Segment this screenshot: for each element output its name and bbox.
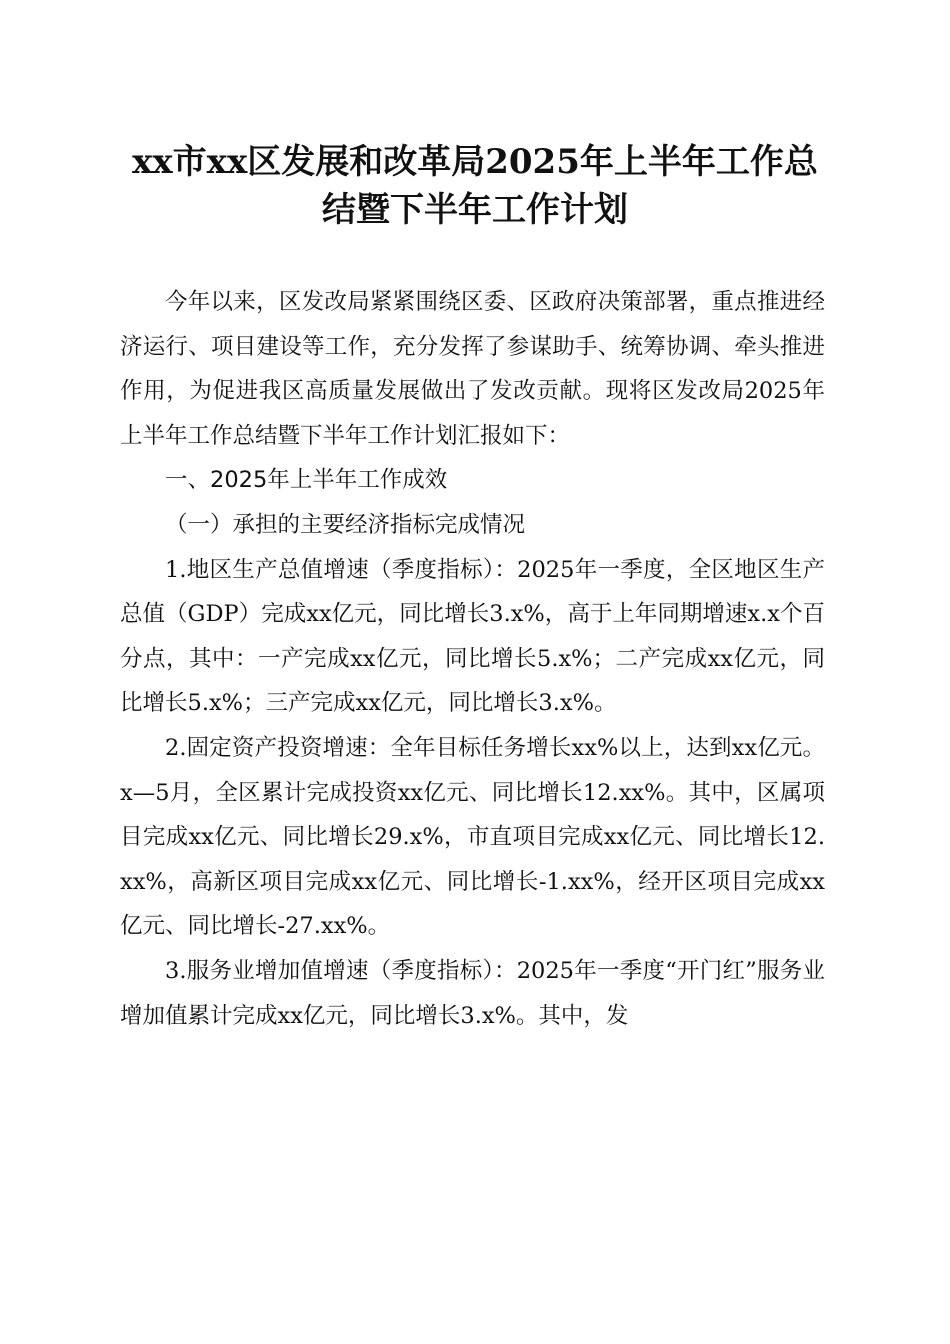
title-line-1: xx市xx区发展和改革局2025年上半年工作总 — [132, 142, 818, 182]
section-heading-1: 一、2025年上半年工作成效 — [165, 467, 448, 494]
document-body — [120, 280, 825, 1038]
intro-paragraph: 今年以来，区发改局紧紧围绕区委、区政府决策部署，重点推进经济运行、项目建设等工作，充分发挥了参谋助手、统筹协调、牵头推进作用，为促进我区高质量发展做出了发改贡献。现将区发改局2025年上半年工作总结暨下半年工作计划汇报如下： — [120, 289, 825, 449]
paragraph-item-3: 3.服务业增加值增速（季度指标）：2025年一季度“开门红”服务业增加值累计完成xx亿元，同比增长3.x%。其中，发 — [120, 957, 825, 1029]
paragraph-item-1: 1.地区生产总值增速（季度指标）：2025年一季度，全区地区生产总值（GDP）完成xx亿元，同比增长3.x%，高于上年同期增速x.x个百分点，其中：一产完成xx亿元，同比增长5.x%；二产完成xx亿元，同比增长5.x%；三产完成xx亿元，同比增长3.x%。 — [120, 556, 825, 717]
paragraph-item-2: 2.固定资产投资增速：全年目标任务增长xx%以上，达到xx亿元。x—5月，全区累计完成投资xx亿元、同比增长12.xx%。其中，区属项目完成xx亿元、同比增长29.x%，市直项目完成xx亿元、同比增长12.xx%，高新区项目完成xx亿元、同比增长-1.xx%，经开区项目完成xx亿元、同比增长-27.xx%。 — [120, 734, 825, 940]
document-title — [110, 138, 840, 234]
title-line-2: 结暨下半年工作计划 — [322, 190, 628, 230]
subsection-heading-1: （一）承担的主要经济指标完成情况 — [165, 511, 526, 538]
